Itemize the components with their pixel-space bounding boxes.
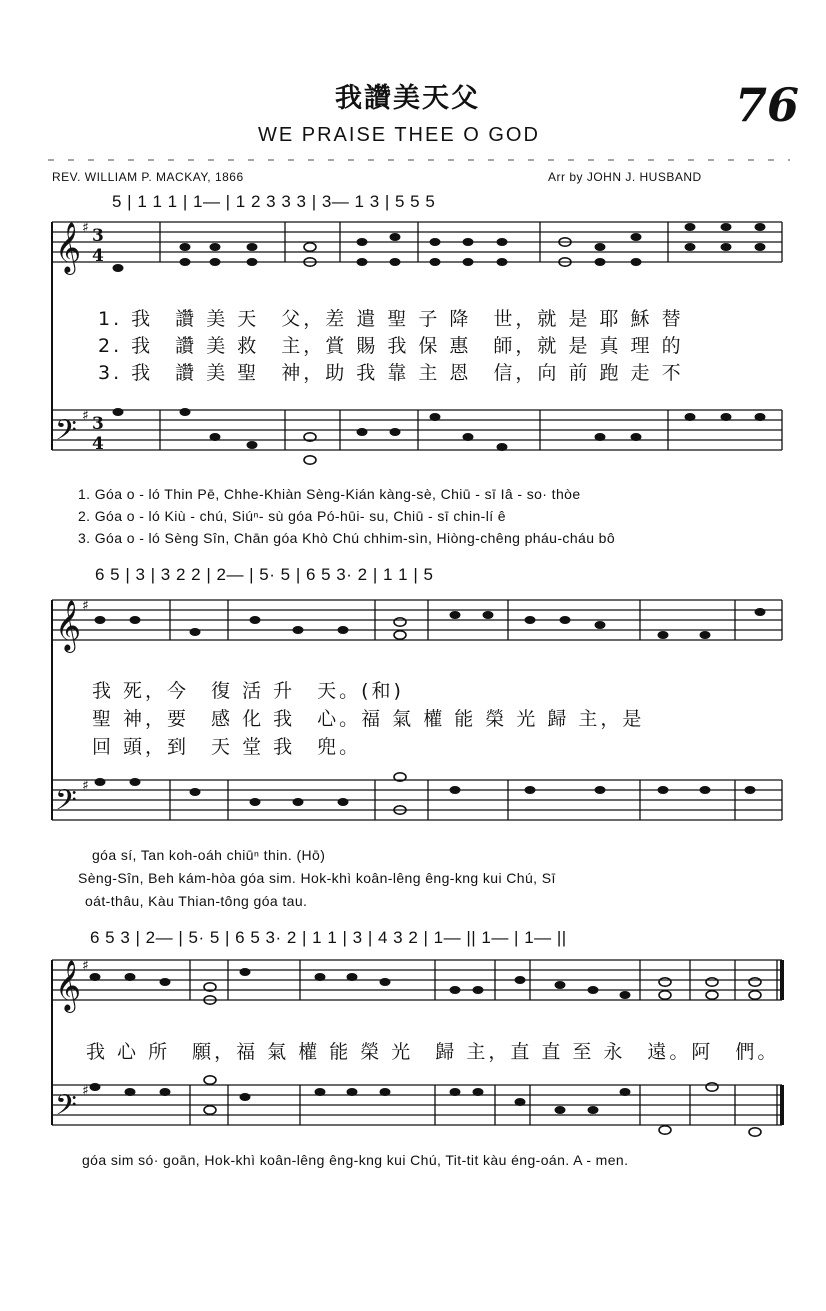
svg-text:𝄢: 𝄢 xyxy=(55,784,77,824)
svg-text:♯: ♯ xyxy=(82,220,89,236)
svg-text:𝄢: 𝄢 xyxy=(55,414,77,454)
svg-text:♯: ♯ xyxy=(82,778,89,794)
system2-solfa: 6 5 | 3 | 3 2 2 | 2— | 5· 5 | 6 5 3· 2 | 1 1 | 5 xyxy=(95,565,434,584)
system1-zh-verse-3: 3. 我 讚 美 聖 神，助 我 靠 主 恩 信，向 前 跑 走 不 xyxy=(98,362,684,384)
system1-zh-verse-2: 2. 我 讚 美 救 主，賞 賜 我 保 惠 師，就 是 真 理 的 xyxy=(98,335,684,357)
svg-text:3: 3 xyxy=(92,226,104,246)
svg-text:4: 4 xyxy=(92,246,104,266)
svg-text:3: 3 xyxy=(92,414,104,434)
system3-poj-lyrics: góa sim só· goān, Hok-khì koân-lêng êng-kng kui Chú, Tit-tit kàu éng-oán. A - men. xyxy=(82,1152,629,1168)
system1-zh-verse-1: 1. 我 讚 美 天 父，差 遣 聖 子 降 世，就 是 耶 穌 替 xyxy=(98,308,684,330)
system1-poj-verse-1: 1. Góa o - ló Thin Pē, Chhe-Khiàn Sèng-Kián kàng-sè, Chiū - sī Iâ - so· thòe xyxy=(78,486,581,502)
svg-text:𝄞: 𝄞 xyxy=(55,960,82,1011)
svg-text:♯: ♯ xyxy=(82,598,89,614)
system3-solfa: 6 5 3 | 2— | 5· 5 | 6 5 3· 2 | 1 1 | 3 | 4 3 2 | 1— || 1— | 1— || xyxy=(90,928,567,947)
system2-zh-verse-2: 聖 神，要 感 化 我 心。福 氣 權 能 榮 光 歸 主，是 xyxy=(92,708,645,730)
hymn-number: 76 xyxy=(735,78,800,132)
svg-text:♯: ♯ xyxy=(82,958,89,974)
svg-text:𝄞: 𝄞 xyxy=(55,222,82,273)
svg-text:4: 4 xyxy=(92,434,104,454)
svg-text:♯: ♯ xyxy=(82,1083,89,1099)
arranger-credit: Arr by JOHN J. HUSBAND xyxy=(548,170,702,184)
system1-poj-verse-3: 3. Góa o - ló Sèng Sîn, Chān góa Khò Chú chhim-sìn, Hiòng-chêng pháu-cháu bô xyxy=(78,530,616,546)
system2-poj-verse-2: Sèng-Sîn, Beh kám-hòa góa sim. Hok-khì koân-lêng êng-kng kui Chú, Sī xyxy=(78,870,556,886)
system1-poj-verse-2: 2. Góa o - ló Kiù - chú, Siúⁿ- sù góa Pó-hūi- su, Chiū - sī chin-lí ê xyxy=(78,508,506,524)
system2-poj-verse-3: oát-thâu, Kàu Thian-tông góa tau. xyxy=(85,893,308,909)
svg-text:♯: ♯ xyxy=(82,408,89,424)
author-credit: REV. WILLIAM P. MACKAY, 1866 xyxy=(52,170,244,184)
system3-zh-lyrics: 我 心 所 願，福 氣 權 能 榮 光 歸 主，直 直 至 永 遠。阿 們。 xyxy=(86,1041,780,1063)
hymn-title-english: WE PRAISE THEE O GOD xyxy=(258,124,540,146)
svg-text:𝄢: 𝄢 xyxy=(55,1089,77,1129)
hymn-title-chinese: 我讚美天父 xyxy=(335,83,480,114)
system1-solfa: 5 | 1 1 1 | 1— | 1 2 3 3 3 | 3— 1 3 | 5 5 5 xyxy=(112,192,436,211)
system1-treble-staff xyxy=(52,222,782,262)
system2-zh-verse-3: 回 頭，到 天 堂 我 兜。 xyxy=(92,736,362,758)
svg-text:𝄞: 𝄞 xyxy=(55,600,82,651)
system2-zh-verse-1: 我 死，今 復 活 升 天。(和) xyxy=(92,680,404,702)
system2-poj-verse-1: góa sí, Tan koh-oáh chiūⁿ thin. (Hō) xyxy=(92,847,326,863)
system1-bass-staff xyxy=(52,410,782,450)
